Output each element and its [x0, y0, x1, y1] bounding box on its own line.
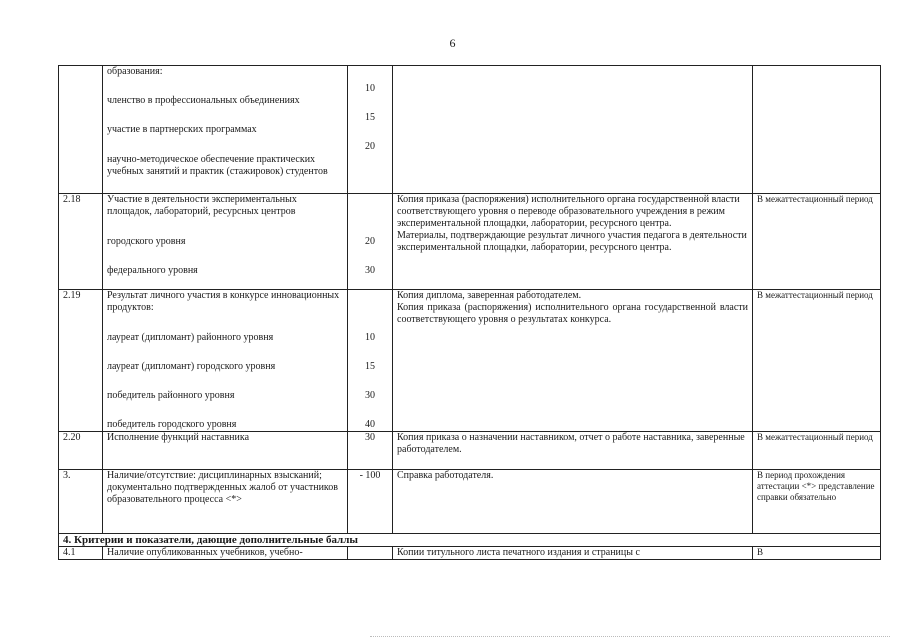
- table-row: [59, 66, 881, 194]
- points-cell: [348, 66, 393, 194]
- row-number: 4.1: [59, 547, 103, 560]
- criterion-cell: [103, 290, 348, 432]
- criterion-line: победитель городского уровня: [107, 419, 237, 430]
- points-value: 40: [365, 419, 375, 430]
- points-value: 10: [365, 83, 375, 94]
- points-cell: 30: [348, 432, 393, 470]
- criterion-line: Результат личного участия в конкурсе инновационных продуктов:: [107, 290, 340, 313]
- criterion-line: федерального уровня: [107, 265, 198, 276]
- criteria-table: [58, 65, 881, 560]
- points-value: 15: [365, 112, 375, 123]
- criterion-line: участие в партнерских программах: [107, 124, 257, 135]
- points-cell: - 100: [348, 470, 393, 534]
- criterion-line: научно-методическое обеспечение практических учебных занятий и практик (стажировок) студентов: [107, 154, 328, 177]
- points-value: 30: [365, 390, 375, 401]
- row-number: 2.18: [59, 194, 103, 290]
- table-row: [59, 470, 881, 534]
- row-number: [59, 66, 103, 194]
- table-row: [59, 547, 881, 560]
- criterion-line: Участие в деятельности экспериментальных площадок, лабораторий, ресурсных центров: [107, 194, 297, 217]
- period-cell: В межаттестационный период: [753, 432, 881, 470]
- documents-cell: [393, 66, 753, 194]
- documents-cell: [393, 290, 753, 432]
- period-cell: [753, 66, 881, 194]
- document-text: Материалы, подтверждающие результат личного участия педагога в деятельности экспериментальной площадки, лаборатории, ресурсного центра.: [397, 230, 747, 253]
- points-cell: [348, 547, 393, 560]
- section-header-row: [59, 534, 881, 547]
- points-value: 30: [365, 265, 375, 276]
- table-row: [59, 432, 881, 470]
- documents-cell: Копии титульного листа печатного издания и страницы с: [393, 547, 753, 560]
- period-cell: В межаттестационный период: [753, 290, 881, 432]
- criterion-cell: [103, 194, 348, 290]
- criterion-line: членство в профессиональных объединениях: [107, 95, 300, 106]
- criterion-cell: Наличие опубликованных учебников, учебно-: [103, 547, 348, 560]
- criterion-line: городского уровня: [107, 236, 186, 247]
- points-cell: [348, 290, 393, 432]
- scan-edge-line: [370, 636, 890, 638]
- page-number: 6: [449, 36, 456, 50]
- criterion-line: лауреат (дипломант) районного уровня: [107, 332, 274, 343]
- criterion-cell: Наличие/отсутствие: дисциплинарных взысканий; документально подтвержденных жалоб от участников образовательного процесса <*>: [103, 470, 348, 534]
- points-cell: [348, 194, 393, 290]
- document-text: Копия диплома, заверенная работодателем.: [397, 290, 582, 301]
- points-value: 15: [365, 361, 375, 372]
- documents-cell: Справка работодателя.: [393, 470, 753, 534]
- row-number: 2.19: [59, 290, 103, 432]
- row-number: 3.: [59, 470, 103, 534]
- table-row: [59, 290, 881, 432]
- points-value: 20: [365, 141, 375, 152]
- points-value: 20: [365, 236, 375, 247]
- row-number: 2.20: [59, 432, 103, 470]
- section-title: 4. Критерии и показатели, дающие дополнительные баллы: [59, 534, 881, 547]
- document-text: Копия приказа (распоряжения) исполнительного органа государственной власти соответствующего уровня о результатах конкурса.: [397, 302, 748, 325]
- criterion-line: победитель районного уровня: [107, 390, 235, 401]
- criterion-line: лауреат (дипломант) городского уровня: [107, 361, 276, 372]
- table-row: [59, 194, 881, 290]
- criterion-cell: Исполнение функций наставника: [103, 432, 348, 470]
- points-value: 10: [365, 332, 375, 343]
- documents-cell: [393, 194, 753, 290]
- period-cell: В период прохождения аттестации <*> представление справки обязательно: [753, 470, 881, 534]
- criterion-line: образования:: [107, 66, 163, 77]
- documents-cell: Копия приказа о назначении наставником, отчет о работе наставника, заверенные работодателем.: [393, 432, 753, 470]
- document-text: Копия приказа (распоряжения) исполнительного органа государственной власти соответствующего уровня о переводе образовательного учреждения в режим экспериментальной площадки, лаборатории, ресурсного центра.: [397, 194, 740, 229]
- criterion-cell: [103, 66, 348, 194]
- period-cell: В: [753, 547, 881, 560]
- period-cell: В межаттестационный период: [753, 194, 881, 290]
